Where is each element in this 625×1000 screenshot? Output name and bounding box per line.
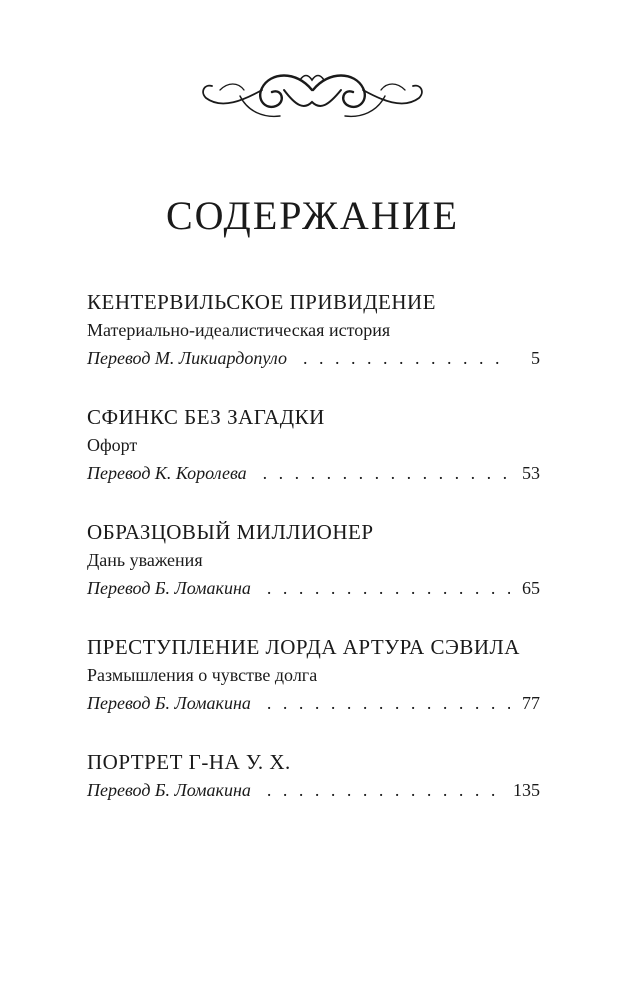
- entry-title: ПОРТРЕТ Г-НА У. Х.: [87, 750, 291, 774]
- toc-entry-arthur-savile: [87, 633, 540, 717]
- dot-leader: [267, 776, 501, 804]
- toc-entry-portrait: [87, 748, 540, 804]
- entry-subtitle: Офорт: [87, 435, 138, 455]
- entry-translator-line[interactable]: [87, 574, 540, 602]
- entry-translator-line[interactable]: [87, 344, 540, 372]
- entry-translator: Перевод Б. Ломакина: [87, 578, 251, 598]
- toc-entry-canterville: [87, 288, 540, 372]
- table-of-contents: [87, 288, 540, 835]
- page-number: 65: [522, 578, 540, 598]
- entry-translator-line[interactable]: [87, 776, 540, 804]
- page-number: 135: [513, 780, 540, 800]
- dot-leader: [267, 574, 510, 602]
- entry-translator: Перевод Б. Ломакина: [87, 693, 251, 713]
- entry-title: КЕНТЕРВИЛЬСКОЕ ПРИВИДЕНИЕ: [87, 290, 437, 314]
- dot-leader: [303, 344, 510, 372]
- entry-translator: Перевод К. Королева: [87, 463, 247, 483]
- entry-subtitle: Дань уважения: [87, 550, 203, 570]
- page-title: СОДЕРЖАНИЕ: [165, 193, 460, 238]
- entry-translator-line[interactable]: [87, 689, 540, 717]
- entry-title: ОБРАЗЦОВЫЙ МИЛЛИОНЕР: [87, 520, 374, 544]
- entry-translator: Перевод М. Ликиардопуло: [87, 348, 287, 368]
- page-number: 77: [522, 693, 540, 713]
- entry-subtitle: Материально-идеалистическая история: [87, 320, 391, 340]
- page-number: 5: [531, 348, 540, 368]
- page-number: 53: [522, 463, 540, 483]
- entry-translator-line[interactable]: [87, 459, 540, 487]
- toc-entry-millionaire: [87, 518, 540, 602]
- toc-entry-sphinx: [87, 403, 540, 487]
- flourish-ornament-icon: [200, 60, 425, 130]
- entry-subtitle: Размышления о чувстве долга: [87, 665, 318, 685]
- entry-translator: Перевод Б. Ломакина: [87, 780, 251, 800]
- entry-title: СФИНКС БЕЗ ЗАГАДКИ: [87, 405, 325, 429]
- dot-leader: [267, 689, 510, 717]
- dot-leader: [263, 459, 510, 487]
- entry-title: ПРЕСТУПЛЕНИЕ ЛОРДА АРТУРА СЭВИЛА: [87, 635, 520, 659]
